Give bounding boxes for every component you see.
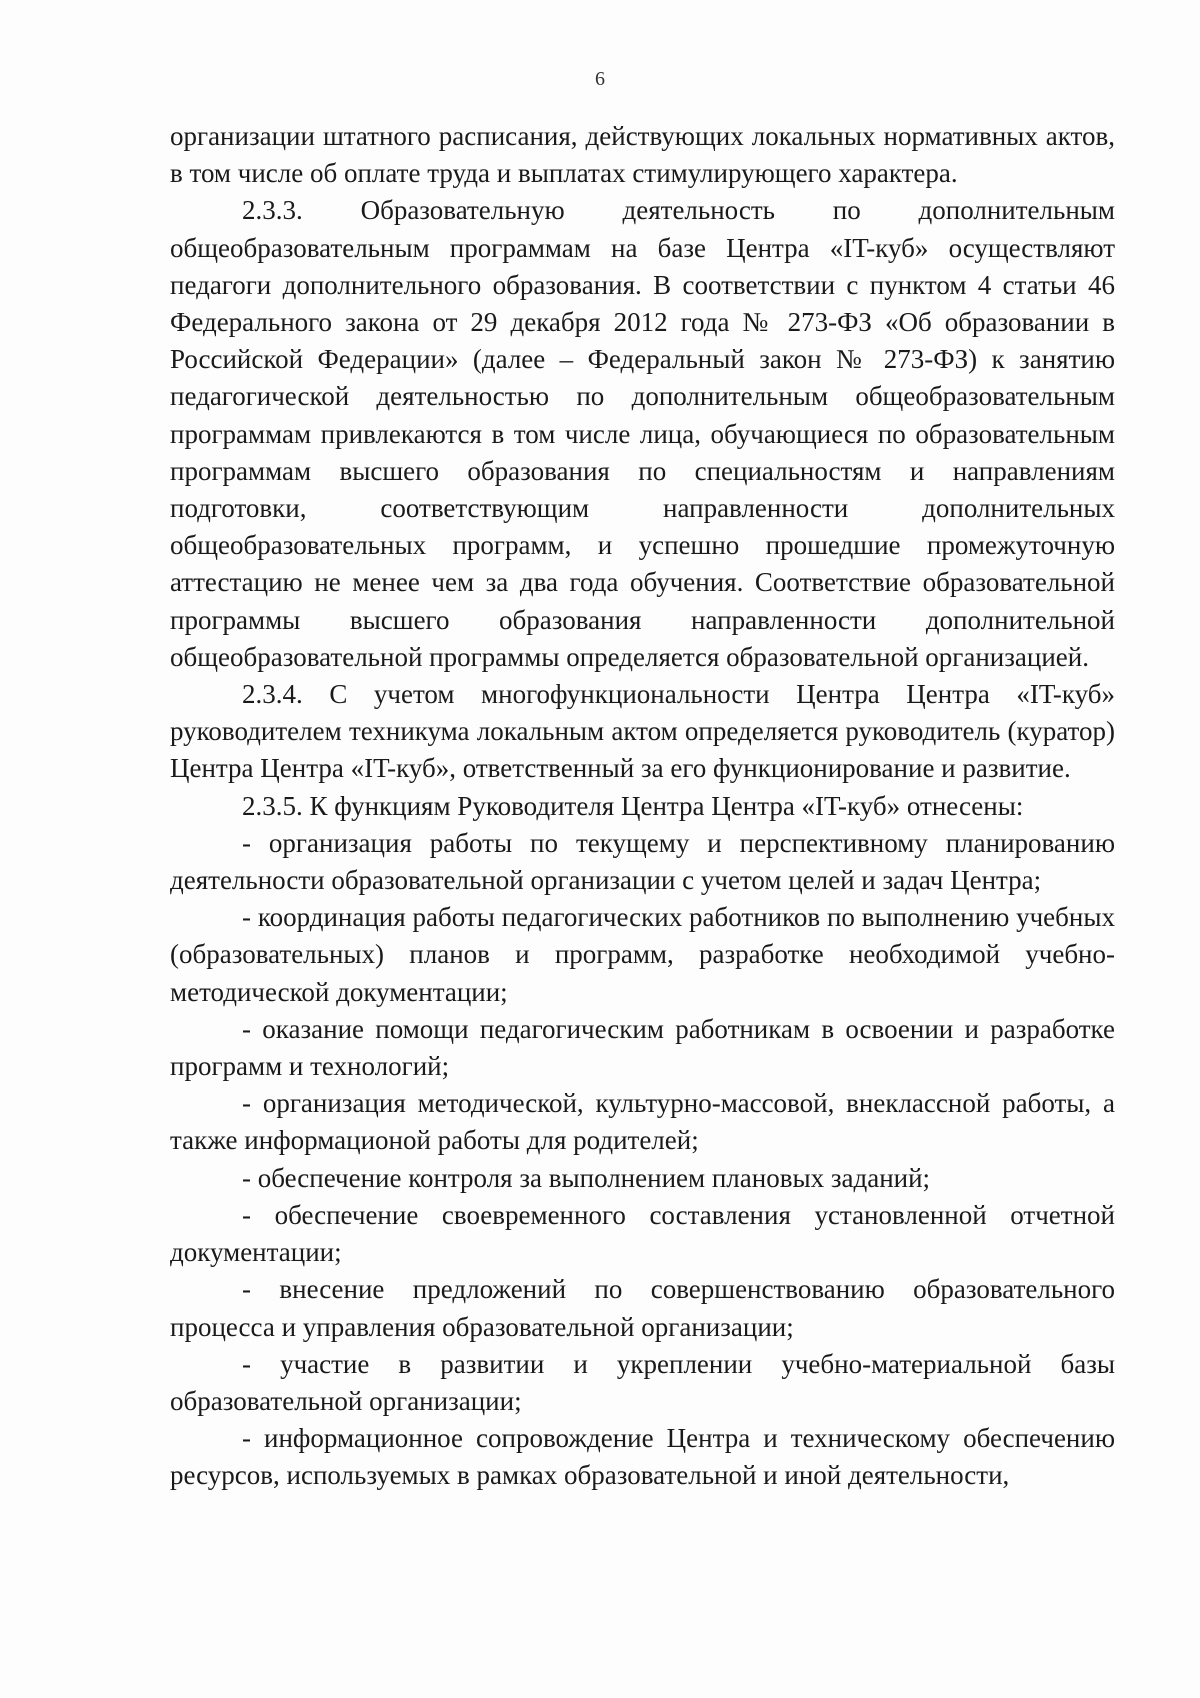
list-item-assistance: - оказание помощи педагогическим работникам в освоении и разработке программ и технологий;: [170, 1013, 1115, 1082]
document-body: [170, 118, 1115, 1495]
list-item-material-base: - участие в развитии и укреплении учебно-материальной базы образовательной организации;: [170, 1348, 1115, 1416]
list-item-coordination: - координация работы педагогических работников по выполнению учебных (образовательных) планов и программ, разработке необходимой учебно-методической документации;: [170, 902, 1115, 1007]
list-item-planning: - организация работы по текущему и перспективному планированию деятельности образовательной организации с учетом целей и задач Центра;: [170, 827, 1115, 896]
list-item-control: - обеспечение контроля за выполнением плановых заданий;: [242, 1162, 931, 1193]
paragraph-2-3-5: 2.3.5. К функциям Руководителя Центра Центра «IT-куб» отнесены:: [242, 790, 1024, 821]
paragraph-2-3-3: 2.3.3. Образовательную деятельность по дополнительным общеобразовательным программам на базе Центра «IT-куб» осуществляют педагоги дополнительного образования. В соответствии с пунктом 4 статьи 46 Федерального закона от 29 декабря 2012 года № 273-ФЗ «Об образовании в Российской Федерации» (далее – Федеральный закон № 273-ФЗ) к занятию педагогической деятельностью по дополнительным общеобразовательным программам привлекаются в том числе лица, обучающиеся по образовательным программам высшего образования по специальностям и направлениям подготовки, соответствующим направленности дополнительных общеобразовательных программ, и успешно прошедшие промежуточную аттестацию не менее чем за два года обучения. Соответствие образовательной программы высшего образования направленности дополнительной общеобразовательной программы определяется образовательной организацией.: [170, 195, 1115, 672]
page-number: 6: [595, 68, 605, 90]
list-item-information-support: - информационное сопровождение Центра и техническому обеспечению ресурсов, используемых в рамках образовательной и иной деятельности,: [170, 1423, 1115, 1491]
list-item-organization: - организация методической, культурно-массовой, внеклассной работы, а также информационой работы для родителей;: [170, 1088, 1115, 1156]
list-item-reporting: - обеспечение своевременного составления установленной отчетной документации;: [170, 1199, 1115, 1268]
paragraph-continuation: организации штатного расписания, действующих локальных нормативных актов, в том числе об оплате труда и выплатах стимулирующего характера.: [170, 121, 1115, 189]
list-item-proposals: - внесение предложений по совершенствованию образовательного процесса и управления образовательной организации;: [170, 1274, 1115, 1342]
paragraph-2-3-4: 2.3.4. С учетом многофункциональности Центра Центра «IT-куб» руководителем техникума локальным актом определяется руководитель (куратор) Центра Центра «IT-куб», ответственный за его функционирование и развитие.: [170, 679, 1115, 784]
